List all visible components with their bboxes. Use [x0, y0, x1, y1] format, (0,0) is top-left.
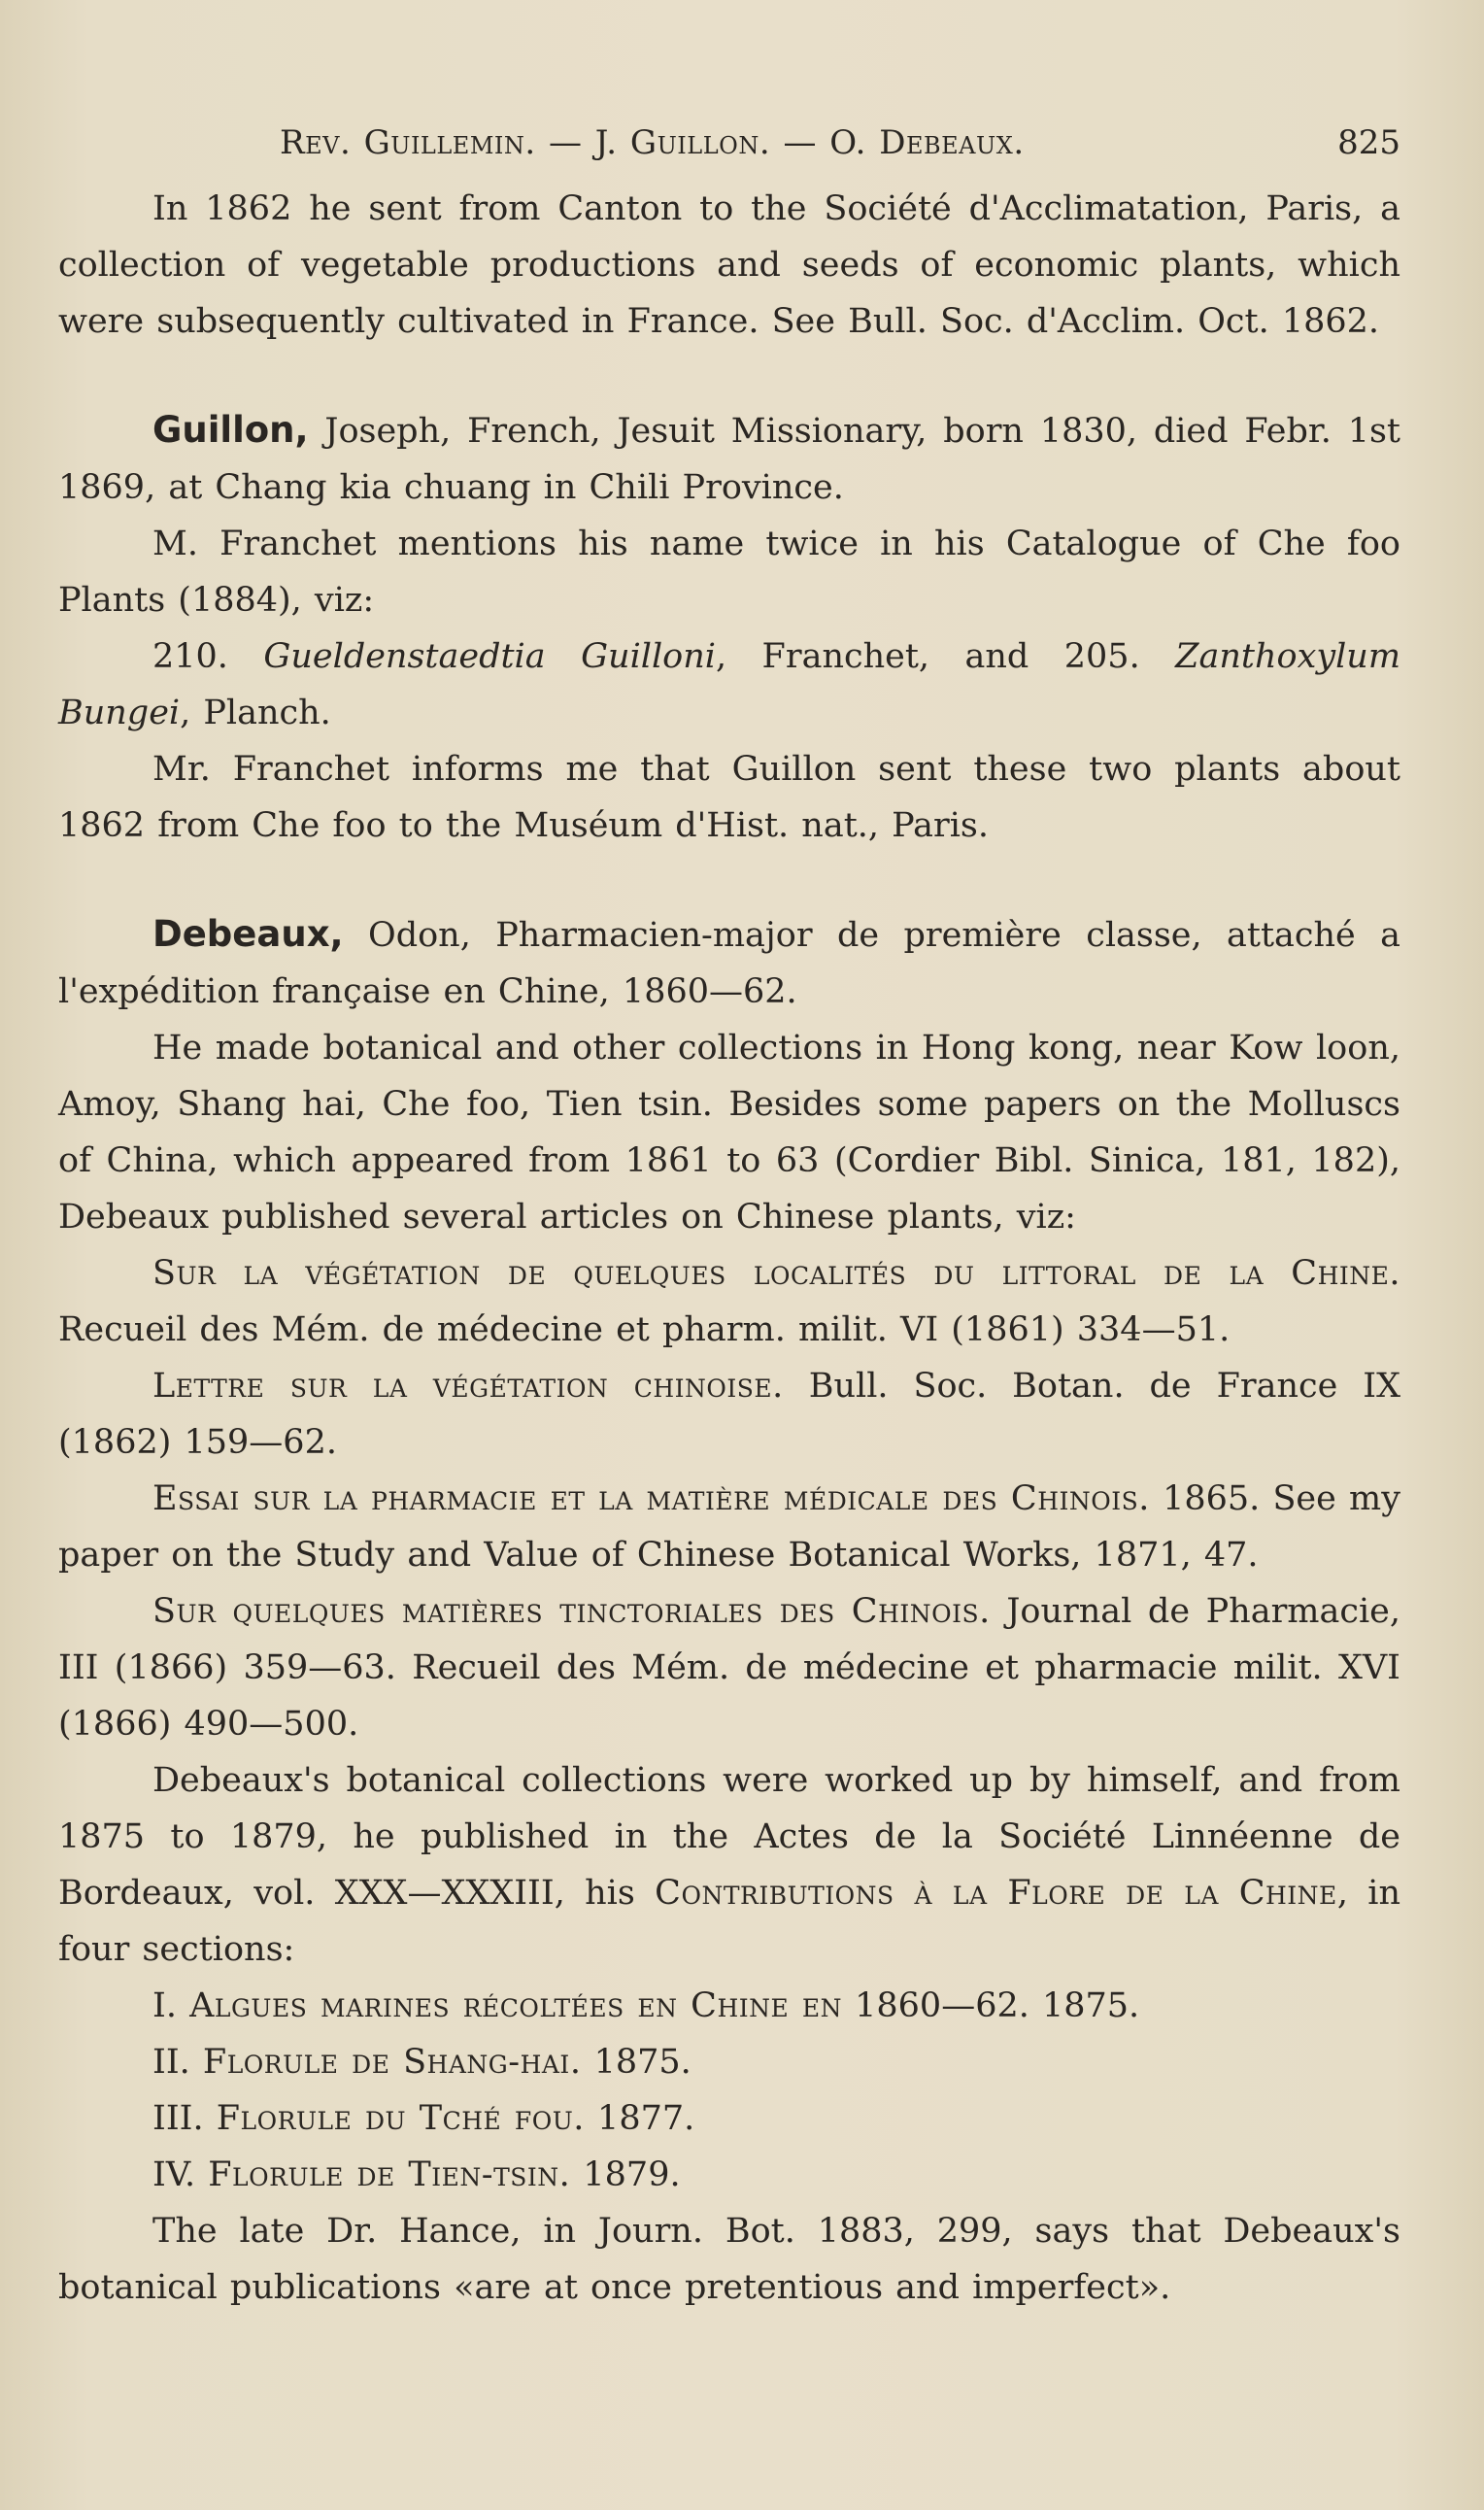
plant-number-2: , Franchet, and 205.: [715, 637, 1176, 676]
section-year-4: 1879.: [570, 2155, 681, 2194]
running-title: Rev. Guillemin. — J. Guillon. — O. Debeaux.: [280, 123, 1025, 162]
entry-guillon: [58, 402, 1400, 516]
work-ref-3: 1865. See my paper on the Study and Value of Chinese Botanical Works, 1871, 47.: [58, 1479, 1400, 1575]
paragraph-franchet-catalogue: M. Franchet mentions his name twice in his Catalogue of Che foo Plants (1884), viz:: [58, 525, 1400, 620]
contributions-title: Contributions à la Flore de la Chine: [655, 1874, 1337, 1913]
running-header: [58, 115, 1400, 171]
section-number-3: III.: [152, 2099, 217, 2138]
work-item-4: [58, 1583, 1400, 1752]
contributions-outro: , in four sections:: [58, 1874, 1400, 1969]
work-ref-2: Bull. Soc. Botan. de France IX (1862) 159—62.: [58, 1367, 1400, 1462]
entry-name-debeaux: Debeaux,: [152, 913, 344, 955]
section-title-4: Florule de Tien-tsin.: [208, 2155, 571, 2194]
paragraph-plant-names: [58, 628, 1400, 741]
work-title-2: Lettre sur la végétation chinoise.: [152, 1367, 784, 1406]
section-number-1: I.: [152, 1986, 190, 2025]
section-item-4: [58, 2147, 1400, 2203]
work-item-2: [58, 1358, 1400, 1471]
section-title-1: Algues marines récoltées en Chine en: [189, 1986, 842, 2025]
section-year-2: 1875.: [581, 2043, 691, 2082]
paragraph-collections: He made botanical and other collections in Hong kong, near Kow loon, Amoy, Shang hai, Che foo, Tien tsin. Besides some papers on the Molluscs of China, which appeared from 1861 to 63 (Cordier Bibl. Sinica, 181, 182), Debeaux published several articles on Chinese plants, viz:: [58, 1029, 1400, 1237]
section-title-3: Florule du Tché fou.: [216, 2099, 585, 2138]
paragraph-canton: In 1862 he sent from Canton to the Société d'Acclimatation, Paris, a collection of vegetable productions and seeds of economic plants, which were subsequently cultivated in France. See Bull. Soc. d'Acclim. Oct. 1862.: [58, 189, 1400, 341]
plant-author: , Planch.: [180, 694, 331, 732]
contributions-intro: Debeaux's botanical collections were worked up by himself, and from 1875 to 1879, he published in the Actes de la Société Linnéenne de Bordeaux, vol. XXX—XXXIII, his: [58, 1761, 1400, 1913]
work-title-4: Sur quelques matières tinctoriales des Chinois.: [152, 1592, 991, 1631]
section-item-3: [58, 2090, 1400, 2147]
plant-name-gueldenstaedtia: Gueldenstaedtia Guilloni: [263, 637, 716, 676]
section-number-4: IV.: [152, 2155, 209, 2194]
work-ref-1: Recueil des Mém. de médecine et pharm. milit. VI (1861) 334—51.: [58, 1310, 1231, 1349]
section-year-1: 1860—62. 1875.: [842, 1986, 1140, 2025]
entry-bio-guillon: Joseph, French, Jesuit Missionary, born 1830, died Febr. 1st 1869, at Chang kia chuang in Chili Province.: [58, 412, 1400, 507]
plant-name-zanthoxylum: Zanthoxylum Bungei: [58, 637, 1401, 732]
section-number-2: II.: [152, 2043, 203, 2082]
paragraph-guillon-sent: Mr. Franchet informs me that Guillon sent these two plants about 1862 from Che foo to the Muséum d'Hist. nat., Paris.: [58, 750, 1400, 845]
entry-debeaux: [58, 906, 1400, 1020]
entry-name-guillon: Guillon,: [152, 409, 309, 451]
section-title-2: Florule de Shang-hai.: [202, 2043, 582, 2082]
work-item-3: [58, 1471, 1400, 1583]
text-block: [58, 115, 1400, 2316]
work-title-1: Sur la végétation de quelques localités du littoral de la Chine.: [152, 1254, 1400, 1293]
section-item-1: [58, 1978, 1400, 2034]
section-item-2: [58, 2034, 1400, 2090]
work-ref-4: Journal de Pharmacie, III (1866) 359—63. Recueil des Mém. de médecine et pharmacie milit. XVI (1866) 490—500.: [58, 1592, 1400, 1744]
work-item-1: [58, 1245, 1400, 1358]
entry-bio-debeaux: Odon, Pharmacien-major de première classe, attaché a l'expédition française en Chine, 1860—62.: [58, 916, 1400, 1011]
work-title-3: Essai sur la pharmacie et la matière médicale des Chinois.: [152, 1479, 1150, 1518]
paragraph-hance: The late Dr. Hance, in Journ. Bot. 1883, 299, says that Debeaux's botanical publications «are at once pretentious and imperfect».: [58, 2212, 1400, 2307]
page-number: 825: [1337, 123, 1400, 162]
plant-number-1: 210.: [152, 637, 264, 676]
section-year-3: 1877.: [584, 2099, 695, 2138]
paragraph-contributions: [58, 1752, 1400, 1978]
